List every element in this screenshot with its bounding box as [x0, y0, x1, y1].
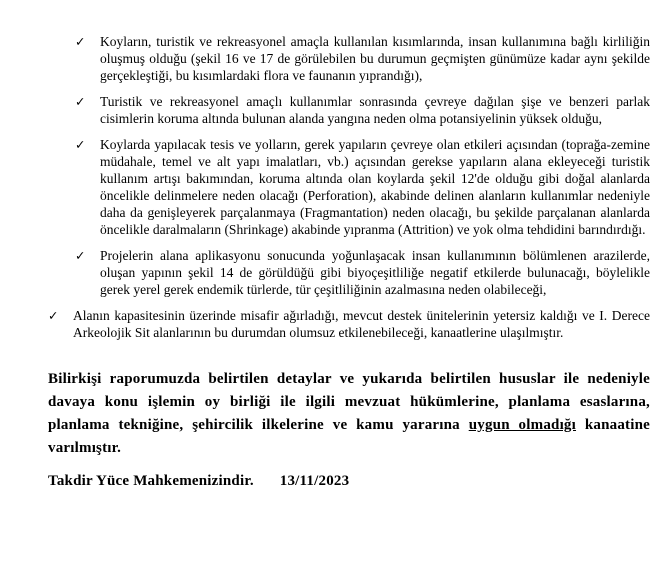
checkmark-icon: ✓	[75, 137, 86, 152]
finding-text: Koylarda yapılacak tesis ve yolların, gerek yapıların çevreye olan etkileri açısından (toprağa-zemine müdahale, temel ve alt yapı imalatları, vb.) açısından gerekse yapıların alana ekleyeceği turistik kullanım artışı bakımından, koruma altında olan koylarda şekil 12'de olduğu gibi doğal alanlarda öncelikle delinmelere neden olacağı (Perforation), akabinde delinen alanların kullanımlar nedeniyle daha da genişleyerek parçalanmaya (Fragmantation) neden olacağı, bu şekilde parçalanan alanlarda öncelikle daralmaların (Shrinkage) akabinde yıpranma (Attrition) ve yok olma tehdidini barındırdığı.	[100, 137, 650, 237]
finding-item-3	[75, 136, 650, 238]
finding-text: Projelerin alana aplikasyonu sonucunda yoğunlaşacak insan kullanımının bölümlenen arazilerde, oluşan yapının şekil 14 de görüldüğü gibi biyoçeşitliliğe negatif etkilerde bulunacağı, böylelikle gerek yerel gerek endemik türlerde, tür çeşitliliğinin azalmasına neden olabileceği,	[100, 248, 650, 297]
checkmark-icon: ✓	[75, 248, 86, 263]
findings-list	[48, 33, 650, 341]
finding-text: Koyların, turistik ve rekreasyonel amaçla kullanılan kısımlarında, insan kullanımına bağlı kirliliğin oluşmuş olduğu (şekil 16 ve 17 de görülebilen bu durumun geçmişten günümüze kadar aynı şekilde gerçekleştiği, bu kısımlardaki flora ve faunanın yıprandığı),	[100, 34, 650, 83]
finding-text: Alanın kapasitesinin üzerinde misafir ağırladığı, mevcut destek ünitelerinin yetersiz kaldığı ve I. Derece Arkeolojik Sit alanlarının bu durumdan olumsuz etkilenebileceği, kanaatlerine ulaşılmıştır.	[73, 308, 650, 340]
closing-line	[48, 473, 650, 490]
finding-item-2	[75, 93, 650, 127]
conclusion-underlined-phrase: uygun olmadığı	[468, 417, 577, 433]
closing-statement: Takdir Yüce Mahkemenizindir.	[48, 473, 254, 489]
finding-text: Turistik ve rekreasyonel amaçlı kullanımlar sonrasında çevreye dağılan şişe ve benzeri parlak cisimlerin koruma altında bulunan alanda yangına neden olma potansiyelinin yüksek olduğu,	[100, 94, 650, 126]
conclusion-paragraph	[48, 368, 650, 460]
checkmark-icon: ✓	[75, 94, 86, 109]
checkmark-icon: ✓	[75, 34, 86, 49]
checkmark-icon: ✓	[48, 308, 59, 323]
finding-item-4	[75, 247, 650, 298]
conclusion-text-before: Bilirkişi raporumuzda belirtilen detaylar ve yukarıda belirtilen hususlar ile nedeniyle davaya konu işlemin oy birliği ile ilgili mevzuat hükümlerine, planlama esaslarına, planlama tekniğine, şehircilik ilkelerine ve kamu yararına	[48, 371, 650, 433]
finding-item-5	[48, 307, 650, 341]
report-date: 13/11/2023	[279, 473, 350, 489]
finding-item-1	[75, 33, 650, 84]
conclusion-text-after: kanaatine varılmıştır.	[48, 417, 650, 456]
